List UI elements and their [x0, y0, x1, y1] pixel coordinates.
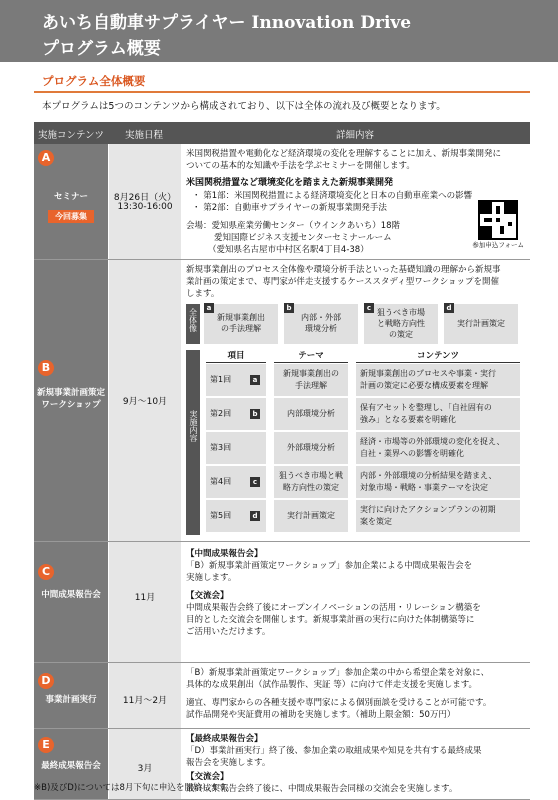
- section-intro: 本プログラムは5つのコンテンツから構成されており、以下は全体の流れ及び概要となります。: [42, 101, 446, 112]
- badge-e: E: [38, 737, 54, 753]
- session-content: 実行に向けたアクションプランの初期: [360, 505, 496, 514]
- session-theme: 内部環境分析: [287, 409, 335, 418]
- row-date-cell: [108, 260, 181, 541]
- table-header: [34, 122, 530, 144]
- detail-text: ついての基本的な知識や手法を学ぶセミナーを開催します。: [186, 161, 415, 171]
- session-content: 経済・市場等の外部環境の変化を捉え、: [360, 437, 505, 446]
- session-number: 第5回: [210, 511, 232, 520]
- overall-label: 全体像: [186, 304, 200, 344]
- section-divider: [34, 91, 530, 93]
- row-detail-cell: [180, 144, 530, 259]
- detail-text: します。: [186, 289, 220, 299]
- section-title: プログラム全体概要: [42, 74, 146, 88]
- venue-text: 愛知国際ビジネス支援センターセミナールーム: [214, 233, 392, 243]
- row-label: ワークショップ: [41, 400, 101, 410]
- detail-text: 最終成果報告会終了後に、中間成果報告会同様の交流会を実施します。: [186, 784, 458, 794]
- row-time: 13:30-16:00: [117, 202, 173, 212]
- detail-heading: 【交流会】: [186, 591, 229, 601]
- flow-step-d: 実行計画策定: [444, 304, 518, 344]
- row-date-cell: [108, 663, 181, 728]
- detail-text: 具体的な成果創出（試作品製作、実証 等）に向けて伴走支援を実施します。: [186, 680, 478, 690]
- flow-step-c: 狙うべき市場 と戦略方向性 の策定: [364, 304, 438, 344]
- row-label-cell: [34, 260, 108, 541]
- row-date: 9月〜10月: [122, 397, 168, 407]
- detail-text: 「D）事業計画実行」終了後、参加企業の取組成果や知見を共有する最終成果: [186, 746, 482, 756]
- row-label: 中間成果報告会: [41, 590, 101, 600]
- row-detail-cell: [180, 663, 530, 728]
- row-label-cell: [34, 542, 108, 662]
- session-number: 第4回: [210, 477, 232, 486]
- seminar-item: ・ 第1部：米国関税措置による経済環境変化と日本の自動車産業への影響: [192, 191, 473, 201]
- row-label-cell: [34, 144, 108, 259]
- content-label: 実施内容: [186, 350, 200, 535]
- row-label: 最終成果報告会: [41, 761, 101, 771]
- session-content: 強み」となる要素を明確化: [360, 415, 456, 424]
- session-tag: b: [250, 409, 260, 419]
- session-content: 対象市場・戦略・事業テーマを決定: [360, 483, 488, 492]
- now-recruiting-tag: 今回募集: [48, 210, 94, 223]
- session-tag: c: [250, 477, 260, 487]
- session-theme: 狙うべき市場と戦: [279, 471, 343, 480]
- row-date: 11月〜2月: [122, 696, 168, 706]
- row-date: 8月26日（火）: [113, 193, 177, 203]
- badge-a: A: [38, 150, 54, 166]
- row-date: 3月: [137, 764, 153, 774]
- row-label: 新規事業計画策定: [36, 388, 105, 398]
- detail-heading: 【交流会】: [186, 772, 229, 782]
- session-content: 自社・業界への影響を明確化: [360, 449, 464, 458]
- flow-tag-d: d: [444, 303, 454, 313]
- session-theme: 新規事業創出の: [283, 369, 339, 378]
- table-row-interim: [34, 542, 530, 663]
- venue-text: 会場：愛知県産業労働センター（ウインクあいち）18階: [186, 221, 401, 231]
- session-theme: 略方向性の策定: [283, 483, 339, 492]
- session-tag: a: [250, 375, 260, 385]
- detail-text: ご活用いただけます。: [186, 627, 271, 637]
- detail-text: 「B）新規事業計画策定ワークショップ」参加企業による中間成果報告会を: [186, 561, 473, 571]
- page-header: [0, 0, 558, 62]
- session-number: 第2回: [210, 409, 232, 418]
- session-content: 保有アセットを整理し、「自社固有の: [360, 403, 492, 412]
- row-detail-cell: [180, 542, 530, 662]
- detail-heading: 【最終成果報告会】: [186, 734, 263, 744]
- session-col-header: コンテンツ: [356, 350, 520, 363]
- qr-code-icon[interactable]: [478, 200, 518, 240]
- detail-text: 目的とした交流会を開催します。新規事業計画の実行に向けた体制構築等に: [186, 615, 475, 625]
- row-label: 事業計画実行: [45, 695, 97, 705]
- qr-label: 参加申込フォーム: [472, 241, 524, 249]
- session-content: 案を策定: [360, 517, 392, 526]
- col-header-date: 実施日程: [124, 130, 163, 141]
- page-subtitle: プログラム概要: [42, 39, 161, 59]
- detail-text: 中間成果報告会終了後にオープンイノベーションの活用・リレーション構築を: [186, 603, 481, 613]
- detail-heading: 【中間成果報告会】: [186, 549, 263, 559]
- badge-d: D: [38, 673, 54, 689]
- flow-step-b: 内部・外部 環境分析: [284, 304, 358, 344]
- row-date-cell: [108, 542, 181, 662]
- session-theme: 外部環境分析: [287, 443, 335, 452]
- detail-text: 「B）新規事業計画策定ワークショップ」参加企業の中から希望企業を対象に、: [186, 668, 490, 678]
- session-content: 新規事業創出のプロセスや事業・実行: [360, 369, 496, 378]
- session-theme: 実行計画策定: [287, 511, 335, 520]
- flow-tag-a: a: [204, 303, 214, 313]
- session-content: 内部・外部環境の分析結果を踏まえ、: [360, 471, 497, 480]
- venue-address: （愛知県名古屋市中村区名駅4丁目4-38）: [208, 245, 369, 255]
- col-header-content: 実施コンテンツ: [37, 130, 105, 141]
- detail-text: 適宜、専門家からの各種支援や専門家による個別面談を受けることが可能です。: [186, 698, 492, 708]
- flow-tag-c: c: [364, 303, 374, 313]
- badge-c: C: [38, 564, 54, 580]
- detail-text: 実施します。: [186, 573, 237, 583]
- page-title: あいち自動車サプライヤー Innovation Drive: [42, 13, 412, 33]
- table-row-workshop: [34, 260, 530, 542]
- session-theme: 手法理解: [295, 381, 327, 390]
- row-label: セミナー: [53, 192, 88, 202]
- session-number: 第1回: [210, 375, 232, 384]
- seminar-subtitle: 米国関税措置など環境変化を踏まえた新規事業開発: [186, 178, 394, 188]
- row-label-cell: [34, 663, 108, 728]
- flow-step-a: 新規事業創出 の手法理解: [204, 304, 278, 344]
- session-col-header: テーマ: [274, 350, 348, 363]
- row-date-cell: [108, 144, 181, 259]
- footnote: ※B)及びD)については8月下旬に申込を開始します。: [34, 783, 235, 793]
- session-number: 第3回: [210, 443, 232, 452]
- detail-text: 米国関税措置や電動化など経済環境の変化を理解することに加え、新規事業開発に: [186, 149, 502, 159]
- session-tag: d: [250, 511, 260, 521]
- flow-tag-b: b: [284, 303, 294, 313]
- detail-text: 業計画の策定まで、専門家が伴走支援するケーススタディ型ワークショップを開催: [186, 277, 500, 287]
- detail-text: 新規事業創出のプロセス全体像や環境分析手法といった基礎知識の理解から新規事: [186, 265, 501, 275]
- session-col-header: 項目: [206, 350, 266, 363]
- table-row-execution: [34, 663, 530, 729]
- session-content: 計画の策定に必要な構成要素を理解: [360, 381, 488, 390]
- row-date: 11月: [134, 593, 156, 603]
- badge-b: B: [38, 360, 54, 376]
- row-detail-cell: [180, 260, 530, 541]
- col-header-detail: 詳細内容: [335, 130, 374, 141]
- table-row-seminar: [34, 144, 530, 260]
- detail-text: 試作品開発や実証費用の補助を実施します。（補助上限金額：50万円）: [186, 710, 456, 720]
- seminar-item: ・ 第2部：自動車サプライヤーの新規事業開発手法: [192, 203, 387, 213]
- detail-text: 報告会を実施します。: [186, 758, 271, 768]
